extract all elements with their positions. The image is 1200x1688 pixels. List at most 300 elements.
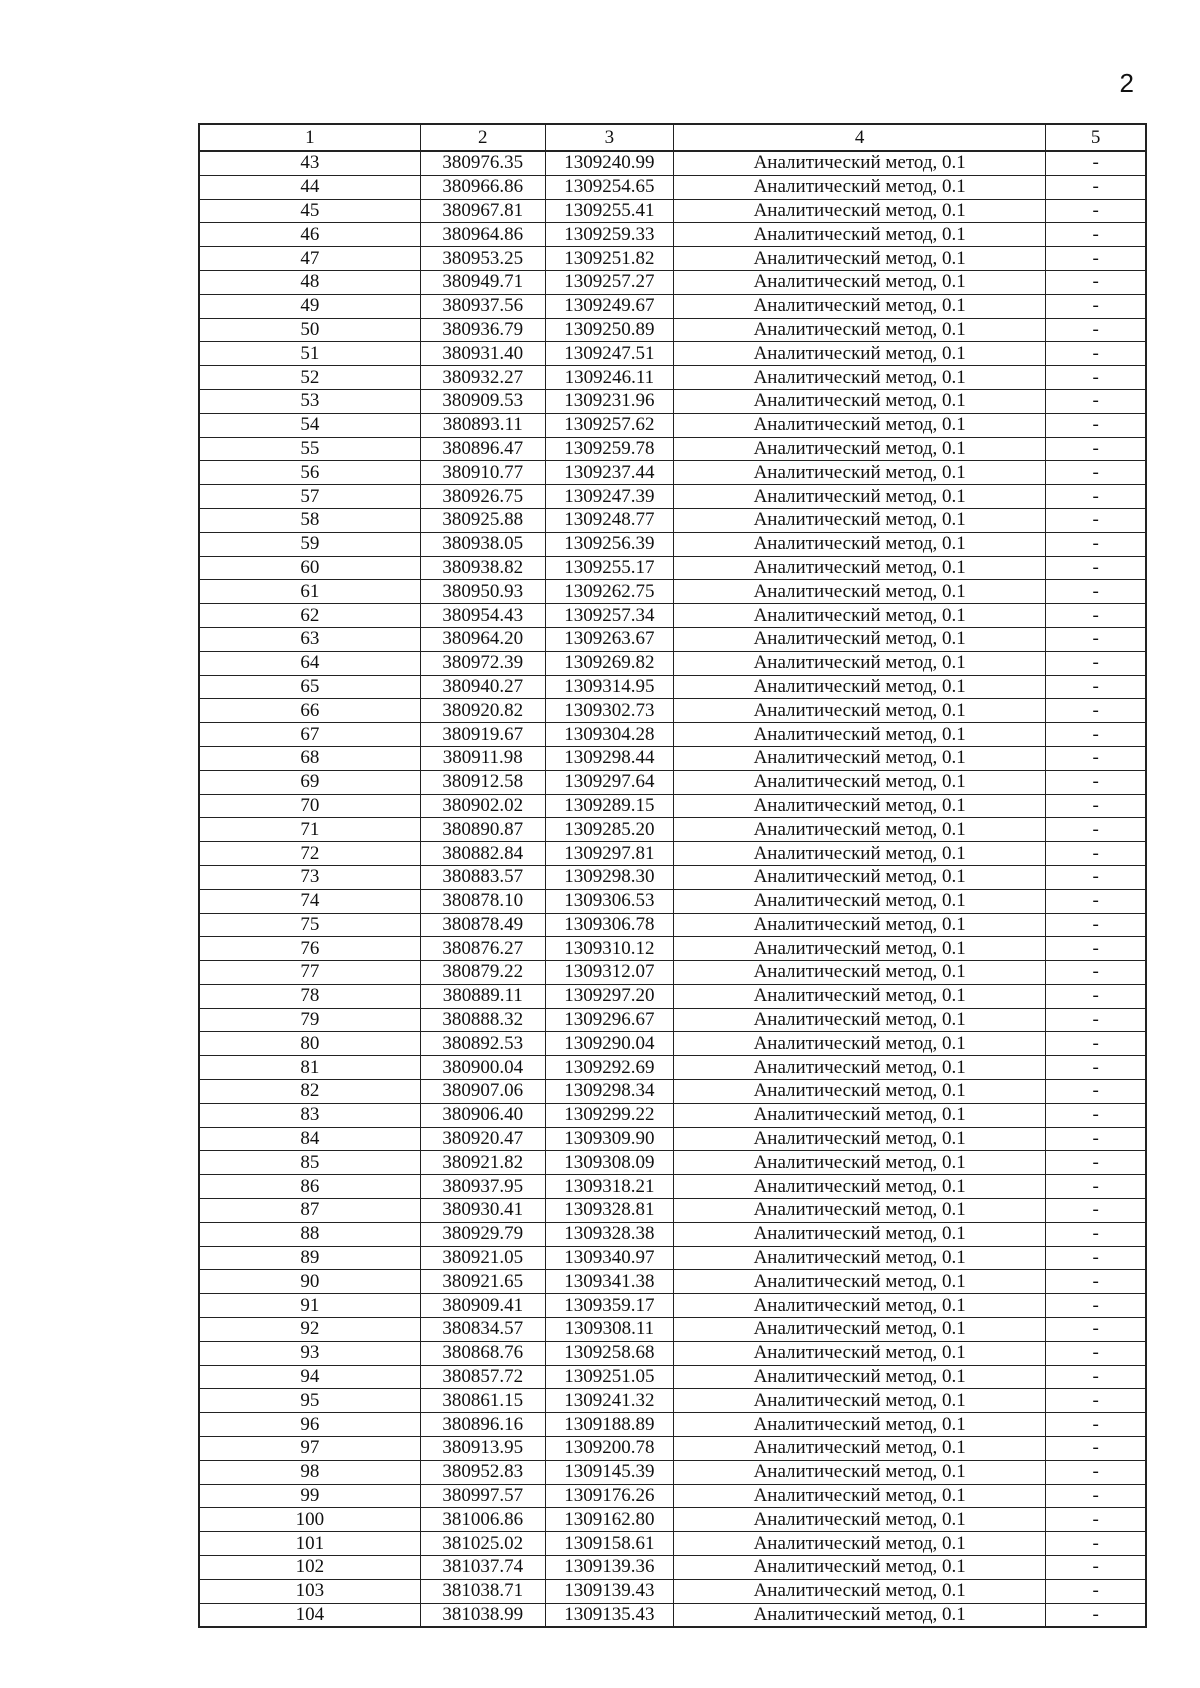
x-coordinate-cell: 380929.79 [420,1222,545,1246]
y-coordinate-cell: 1309246.11 [545,366,673,390]
method-cell: Аналитический метод, 0.1 [673,485,1045,509]
note-cell: - [1046,913,1146,937]
y-coordinate-cell: 1309312.07 [545,961,673,985]
y-coordinate-cell: 1309296.67 [545,1008,673,1032]
table-row [199,1484,1146,1508]
x-coordinate-cell: 380966.86 [420,175,545,199]
note-cell: - [1046,342,1146,366]
table-row [199,794,1146,818]
method-cell: Аналитический метод, 0.1 [673,1579,1045,1603]
table-row [199,1008,1146,1032]
note-cell: - [1046,556,1146,580]
point-number-cell: 61 [199,580,420,604]
y-coordinate-cell: 1309250.89 [545,318,673,342]
table-row [199,223,1146,247]
method-cell: Аналитический метод, 0.1 [673,770,1045,794]
point-number-cell: 93 [199,1341,420,1365]
y-coordinate-cell: 1309255.41 [545,199,673,223]
method-cell: Аналитический метод, 0.1 [673,675,1045,699]
method-cell: Аналитический метод, 0.1 [673,1603,1045,1627]
point-number-cell: 63 [199,627,420,651]
x-coordinate-cell: 381006.86 [420,1508,545,1532]
method-cell: Аналитический метод, 0.1 [673,1151,1045,1175]
point-number-cell: 55 [199,437,420,461]
point-number-cell: 85 [199,1151,420,1175]
header-row [199,124,1146,151]
x-coordinate-cell: 380937.95 [420,1175,545,1199]
y-coordinate-cell: 1309297.64 [545,770,673,794]
x-coordinate-cell: 380834.57 [420,1318,545,1342]
note-cell: - [1046,366,1146,390]
y-coordinate-cell: 1309257.34 [545,604,673,628]
table-row [199,437,1146,461]
table-row [199,1318,1146,1342]
method-cell: Аналитический метод, 0.1 [673,437,1045,461]
note-cell: - [1046,1080,1146,1104]
x-coordinate-cell: 381038.71 [420,1579,545,1603]
point-number-cell: 100 [199,1508,420,1532]
point-number-cell: 69 [199,770,420,794]
y-coordinate-cell: 1309328.81 [545,1199,673,1223]
note-cell: - [1046,1032,1146,1056]
point-number-cell: 44 [199,175,420,199]
point-number-cell: 99 [199,1484,420,1508]
point-number-cell: 75 [199,913,420,937]
y-coordinate-cell: 1309255.17 [545,556,673,580]
point-number-cell: 50 [199,318,420,342]
method-cell: Аналитический метод, 0.1 [673,1341,1045,1365]
point-number-cell: 84 [199,1127,420,1151]
note-cell: - [1046,1579,1146,1603]
point-number-cell: 70 [199,794,420,818]
table-row [199,580,1146,604]
x-coordinate-cell: 381038.99 [420,1603,545,1627]
y-coordinate-cell: 1309306.53 [545,889,673,913]
x-coordinate-cell: 380921.05 [420,1246,545,1270]
note-cell: - [1046,699,1146,723]
point-number-cell: 95 [199,1389,420,1413]
method-cell: Аналитический метод, 0.1 [673,913,1045,937]
y-coordinate-cell: 1309135.43 [545,1603,673,1627]
point-number-cell: 58 [199,508,420,532]
table-row [199,1056,1146,1080]
table-row [199,1532,1146,1556]
method-cell: Аналитический метод, 0.1 [673,1365,1045,1389]
x-coordinate-cell: 380888.32 [420,1008,545,1032]
x-coordinate-cell: 380952.83 [420,1460,545,1484]
point-number-cell: 88 [199,1222,420,1246]
note-cell: - [1046,1389,1146,1413]
method-cell: Аналитический метод, 0.1 [673,865,1045,889]
y-coordinate-cell: 1309308.11 [545,1318,673,1342]
table-row [199,1460,1146,1484]
x-coordinate-cell: 380936.79 [420,318,545,342]
point-number-cell: 83 [199,1103,420,1127]
table-row [199,604,1146,628]
point-number-cell: 60 [199,556,420,580]
x-coordinate-cell: 380930.41 [420,1199,545,1223]
table-row [199,389,1146,413]
y-coordinate-cell: 1309263.67 [545,627,673,651]
note-cell: - [1046,1318,1146,1342]
note-cell: - [1046,318,1146,342]
x-coordinate-cell: 380902.02 [420,794,545,818]
note-cell: - [1046,675,1146,699]
point-number-cell: 77 [199,961,420,985]
x-coordinate-cell: 380892.53 [420,1032,545,1056]
note-cell: - [1046,294,1146,318]
y-coordinate-cell: 1309308.09 [545,1151,673,1175]
point-number-cell: 87 [199,1199,420,1223]
x-coordinate-cell: 380900.04 [420,1056,545,1080]
note-cell: - [1046,1484,1146,1508]
point-number-cell: 89 [199,1246,420,1270]
point-number-cell: 53 [199,389,420,413]
note-cell: - [1046,532,1146,556]
y-coordinate-cell: 1309257.27 [545,270,673,294]
point-number-cell: 45 [199,199,420,223]
x-coordinate-cell: 380909.53 [420,389,545,413]
note-cell: - [1046,151,1146,175]
note-cell: - [1046,1127,1146,1151]
method-cell: Аналитический метод, 0.1 [673,413,1045,437]
table-row [199,889,1146,913]
y-coordinate-cell: 1309247.51 [545,342,673,366]
table-row [199,961,1146,985]
point-number-cell: 79 [199,1008,420,1032]
x-coordinate-cell: 380937.56 [420,294,545,318]
point-number-cell: 68 [199,746,420,770]
y-coordinate-cell: 1309290.04 [545,1032,673,1056]
table-row [199,461,1146,485]
note-cell: - [1046,1175,1146,1199]
method-cell: Аналитический метод, 0.1 [673,199,1045,223]
coordinates-table [198,123,1147,1628]
table-row [199,342,1146,366]
note-cell: - [1046,1365,1146,1389]
y-coordinate-cell: 1309289.15 [545,794,673,818]
note-cell: - [1046,865,1146,889]
point-number-cell: 92 [199,1318,420,1342]
point-number-cell: 43 [199,151,420,175]
point-number-cell: 48 [199,270,420,294]
column-header-1: 1 [199,124,420,151]
y-coordinate-cell: 1309269.82 [545,651,673,675]
x-coordinate-cell: 380912.58 [420,770,545,794]
point-number-cell: 86 [199,1175,420,1199]
table-row [199,318,1146,342]
note-cell: - [1046,485,1146,509]
method-cell: Аналитический метод, 0.1 [673,1008,1045,1032]
y-coordinate-cell: 1309139.43 [545,1579,673,1603]
x-coordinate-cell: 380925.88 [420,508,545,532]
table-row [199,556,1146,580]
method-cell: Аналитический метод, 0.1 [673,389,1045,413]
point-number-cell: 76 [199,937,420,961]
note-cell: - [1046,1532,1146,1556]
point-number-cell: 94 [199,1365,420,1389]
table-row [199,151,1146,175]
y-coordinate-cell: 1309256.39 [545,532,673,556]
table-row [199,1556,1146,1580]
table-row [199,1246,1146,1270]
y-coordinate-cell: 1309306.78 [545,913,673,937]
method-cell: Аналитический метод, 0.1 [673,842,1045,866]
x-coordinate-cell: 380893.11 [420,413,545,437]
note-cell: - [1046,1603,1146,1627]
point-number-cell: 47 [199,247,420,271]
x-coordinate-cell: 380911.98 [420,746,545,770]
x-coordinate-cell: 380909.41 [420,1294,545,1318]
note-cell: - [1046,937,1146,961]
y-coordinate-cell: 1309248.77 [545,508,673,532]
point-number-cell: 96 [199,1413,420,1437]
column-header-2: 2 [420,124,545,151]
table-row [199,1413,1146,1437]
table-row [199,1032,1146,1056]
point-number-cell: 80 [199,1032,420,1056]
point-number-cell: 65 [199,675,420,699]
table-row [199,746,1146,770]
table-row [199,1199,1146,1223]
method-cell: Аналитический метод, 0.1 [673,532,1045,556]
note-cell: - [1046,794,1146,818]
method-cell: Аналитический метод, 0.1 [673,1127,1045,1151]
x-coordinate-cell: 380907.06 [420,1080,545,1104]
method-cell: Аналитический метод, 0.1 [673,366,1045,390]
method-cell: Аналитический метод, 0.1 [673,247,1045,271]
y-coordinate-cell: 1309241.32 [545,1389,673,1413]
y-coordinate-cell: 1309162.80 [545,1508,673,1532]
table-row [199,366,1146,390]
y-coordinate-cell: 1309158.61 [545,1532,673,1556]
point-number-cell: 49 [199,294,420,318]
y-coordinate-cell: 1309145.39 [545,1460,673,1484]
y-coordinate-cell: 1309304.28 [545,723,673,747]
method-cell: Аналитический метод, 0.1 [673,342,1045,366]
point-number-cell: 91 [199,1294,420,1318]
note-cell: - [1046,1199,1146,1223]
table-row [199,937,1146,961]
table-row [199,270,1146,294]
table-row [199,1508,1146,1532]
table-row [199,1151,1146,1175]
x-coordinate-cell: 380868.76 [420,1341,545,1365]
y-coordinate-cell: 1309285.20 [545,818,673,842]
y-coordinate-cell: 1309240.99 [545,151,673,175]
y-coordinate-cell: 1309251.05 [545,1365,673,1389]
method-cell: Аналитический метод, 0.1 [673,1460,1045,1484]
table-row [199,1222,1146,1246]
note-cell: - [1046,580,1146,604]
note-cell: - [1046,770,1146,794]
method-cell: Аналитический метод, 0.1 [673,294,1045,318]
table-row [199,485,1146,509]
y-coordinate-cell: 1309259.33 [545,223,673,247]
x-coordinate-cell: 380920.47 [420,1127,545,1151]
x-coordinate-cell: 380876.27 [420,937,545,961]
table-row [199,413,1146,437]
method-cell: Аналитический метод, 0.1 [673,1532,1045,1556]
table-row [199,247,1146,271]
note-cell: - [1046,627,1146,651]
x-coordinate-cell: 380861.15 [420,1389,545,1413]
table-row [199,1437,1146,1461]
method-cell: Аналитический метод, 0.1 [673,1222,1045,1246]
method-cell: Аналитический метод, 0.1 [673,1270,1045,1294]
method-cell: Аналитический метод, 0.1 [673,508,1045,532]
x-coordinate-cell: 380919.67 [420,723,545,747]
point-number-cell: 66 [199,699,420,723]
y-coordinate-cell: 1309298.30 [545,865,673,889]
column-header-5: 5 [1046,124,1146,151]
y-coordinate-cell: 1309341.38 [545,1270,673,1294]
method-cell: Аналитический метод, 0.1 [673,984,1045,1008]
point-number-cell: 64 [199,651,420,675]
table-row [199,1341,1146,1365]
note-cell: - [1046,247,1146,271]
method-cell: Аналитический метод, 0.1 [673,1294,1045,1318]
point-number-cell: 51 [199,342,420,366]
table-row [199,984,1146,1008]
x-coordinate-cell: 380921.65 [420,1270,545,1294]
x-coordinate-cell: 380950.93 [420,580,545,604]
table-row [199,865,1146,889]
x-coordinate-cell: 380926.75 [420,485,545,509]
method-cell: Аналитический метод, 0.1 [673,1103,1045,1127]
table-row [199,294,1146,318]
x-coordinate-cell: 381025.02 [420,1532,545,1556]
method-cell: Аналитический метод, 0.1 [673,1413,1045,1437]
x-coordinate-cell: 380878.49 [420,913,545,937]
note-cell: - [1046,199,1146,223]
point-number-cell: 97 [199,1437,420,1461]
note-cell: - [1046,984,1146,1008]
note-cell: - [1046,818,1146,842]
x-coordinate-cell: 380890.87 [420,818,545,842]
point-number-cell: 46 [199,223,420,247]
note-cell: - [1046,437,1146,461]
table-row [199,1294,1146,1318]
note-cell: - [1046,175,1146,199]
method-cell: Аналитический метод, 0.1 [673,1080,1045,1104]
x-coordinate-cell: 380997.57 [420,1484,545,1508]
y-coordinate-cell: 1309359.17 [545,1294,673,1318]
point-number-cell: 73 [199,865,420,889]
note-cell: - [1046,1151,1146,1175]
method-cell: Аналитический метод, 0.1 [673,1508,1045,1532]
table-row [199,651,1146,675]
y-coordinate-cell: 1309247.39 [545,485,673,509]
x-coordinate-cell: 380896.16 [420,1413,545,1437]
note-cell: - [1046,1270,1146,1294]
x-coordinate-cell: 380889.11 [420,984,545,1008]
method-cell: Аналитический метод, 0.1 [673,151,1045,175]
point-number-cell: 102 [199,1556,420,1580]
table-row [199,532,1146,556]
note-cell: - [1046,223,1146,247]
y-coordinate-cell: 1309251.82 [545,247,673,271]
x-coordinate-cell: 380976.35 [420,151,545,175]
point-number-cell: 59 [199,532,420,556]
y-coordinate-cell: 1309318.21 [545,1175,673,1199]
x-coordinate-cell: 380972.39 [420,651,545,675]
method-cell: Аналитический метод, 0.1 [673,889,1045,913]
y-coordinate-cell: 1309297.81 [545,842,673,866]
note-cell: - [1046,961,1146,985]
y-coordinate-cell: 1309200.78 [545,1437,673,1461]
table-row [199,1270,1146,1294]
method-cell: Аналитический метод, 0.1 [673,223,1045,247]
point-number-cell: 56 [199,461,420,485]
method-cell: Аналитический метод, 0.1 [673,651,1045,675]
x-coordinate-cell: 380964.20 [420,627,545,651]
x-coordinate-cell: 380949.71 [420,270,545,294]
point-number-cell: 82 [199,1080,420,1104]
x-coordinate-cell: 380883.57 [420,865,545,889]
note-cell: - [1046,723,1146,747]
x-coordinate-cell: 380913.95 [420,1437,545,1461]
y-coordinate-cell: 1309258.68 [545,1341,673,1365]
method-cell: Аналитический метод, 0.1 [673,818,1045,842]
table-row [199,1127,1146,1151]
method-cell: Аналитический метод, 0.1 [673,556,1045,580]
note-cell: - [1046,1413,1146,1437]
x-coordinate-cell: 380896.47 [420,437,545,461]
method-cell: Аналитический метод, 0.1 [673,627,1045,651]
table-row [199,1579,1146,1603]
page-number: 2 [1119,68,1134,98]
method-cell: Аналитический метод, 0.1 [673,1318,1045,1342]
point-number-cell: 101 [199,1532,420,1556]
method-cell: Аналитический метод, 0.1 [673,1556,1045,1580]
y-coordinate-cell: 1309262.75 [545,580,673,604]
x-coordinate-cell: 380932.27 [420,366,545,390]
y-coordinate-cell: 1309297.20 [545,984,673,1008]
method-cell: Аналитический метод, 0.1 [673,1437,1045,1461]
note-cell: - [1046,1246,1146,1270]
table-row [199,1603,1146,1627]
table-row [199,508,1146,532]
point-number-cell: 81 [199,1056,420,1080]
table-row [199,842,1146,866]
y-coordinate-cell: 1309310.12 [545,937,673,961]
point-number-cell: 103 [199,1579,420,1603]
x-coordinate-cell: 380938.05 [420,532,545,556]
note-cell: - [1046,842,1146,866]
x-coordinate-cell: 380878.10 [420,889,545,913]
y-coordinate-cell: 1309176.26 [545,1484,673,1508]
method-cell: Аналитический метод, 0.1 [673,961,1045,985]
method-cell: Аналитический метод, 0.1 [673,699,1045,723]
note-cell: - [1046,1460,1146,1484]
table-row [199,627,1146,651]
table-row [199,175,1146,199]
x-coordinate-cell: 380940.27 [420,675,545,699]
note-cell: - [1046,508,1146,532]
note-cell: - [1046,1008,1146,1032]
y-coordinate-cell: 1309257.62 [545,413,673,437]
method-cell: Аналитический метод, 0.1 [673,580,1045,604]
y-coordinate-cell: 1309259.78 [545,437,673,461]
x-coordinate-cell: 380964.86 [420,223,545,247]
method-cell: Аналитический метод, 0.1 [673,723,1045,747]
table-row [199,818,1146,842]
method-cell: Аналитический метод, 0.1 [673,270,1045,294]
x-coordinate-cell: 380967.81 [420,199,545,223]
note-cell: - [1046,604,1146,628]
point-number-cell: 67 [199,723,420,747]
